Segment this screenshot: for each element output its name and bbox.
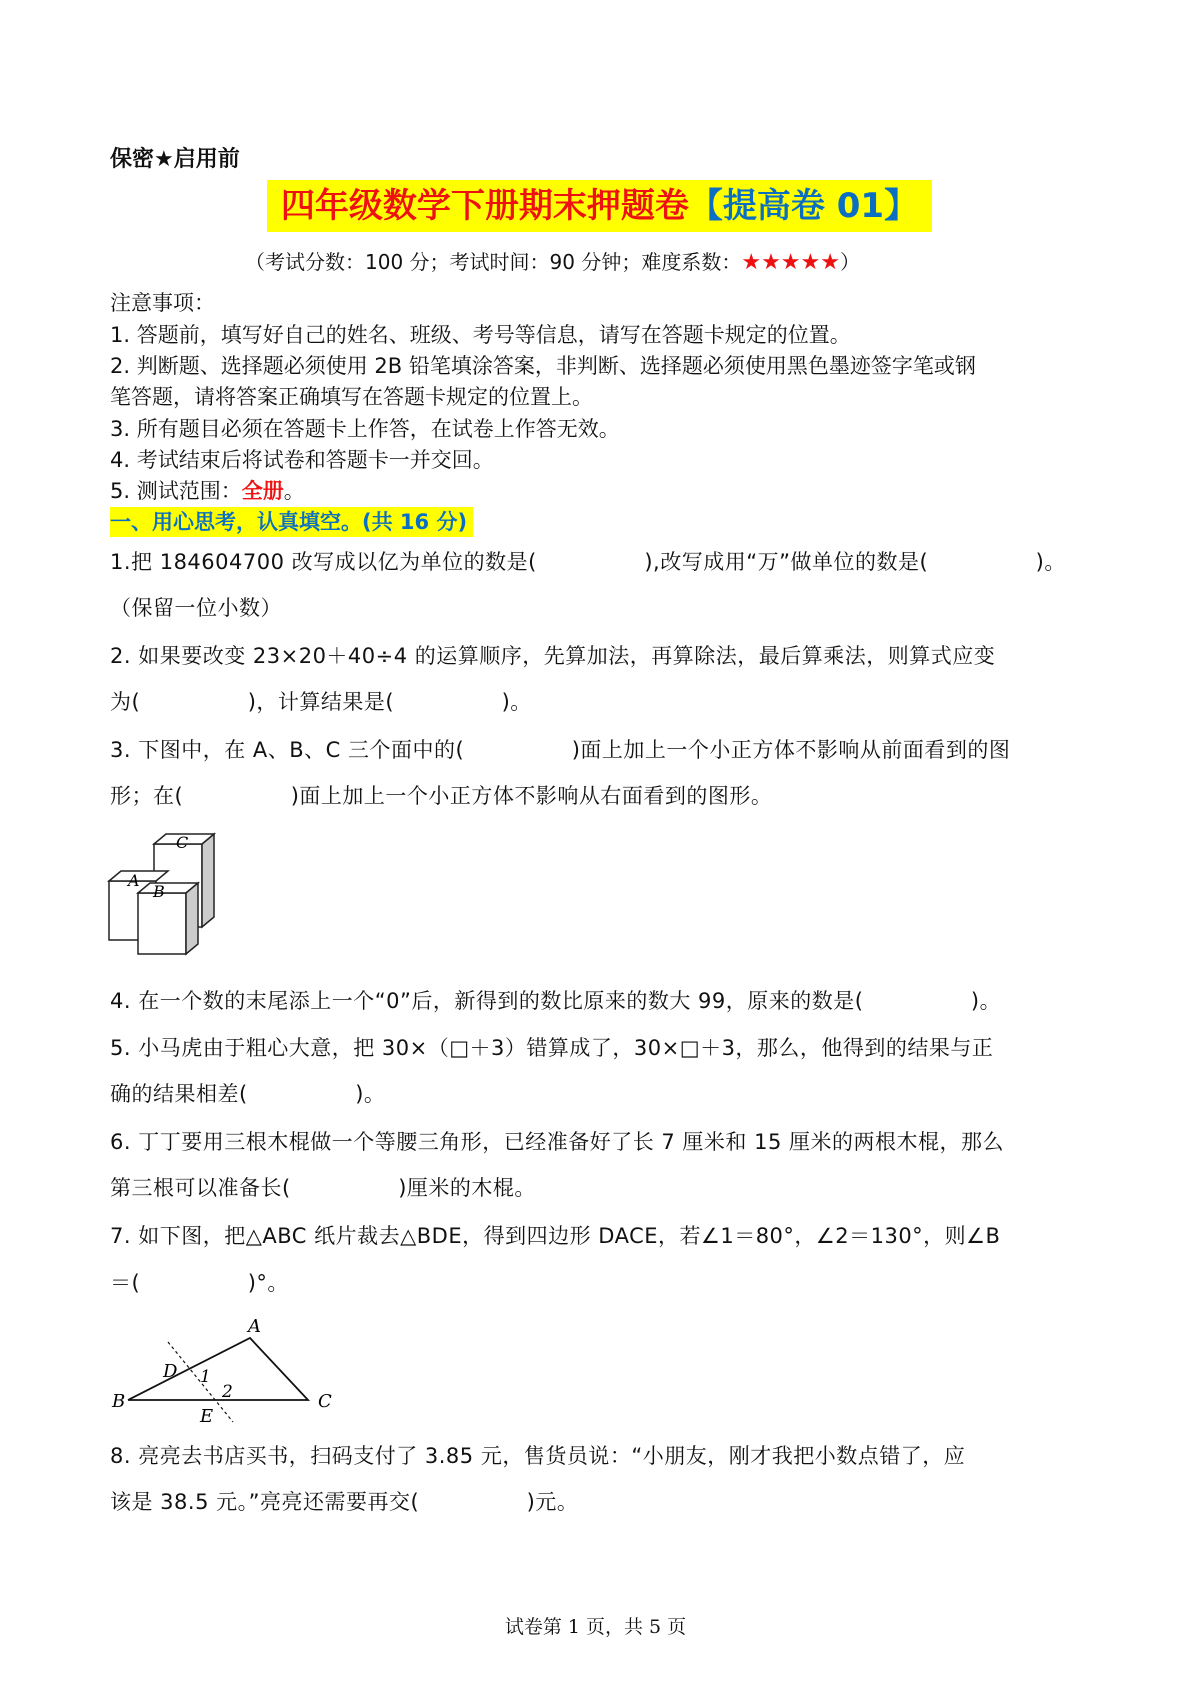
label-d: D (163, 1361, 178, 1382)
question-8: 8. 亮亮去书店买书，扫码支付了 3.85 元，售货员说：“小朋友，刚才我把小数点错了，应 (110, 1444, 966, 1468)
note-item: 3. 所有题目必须在答题卡上作答，在试卷上作答无效。 (110, 417, 620, 441)
page-footer: 试卷第 1 页，共 5 页 (504, 1616, 687, 1638)
question-2-cont: 为( )，计算结果是( )。 (110, 690, 532, 714)
question-7-cont: ＝( )°。 (110, 1271, 289, 1295)
question-2: 2. 如果要改变 23×20＋40÷4 的运算顺序，先算加法，再算除法，最后算乘法，则算式应变 (110, 644, 996, 668)
question-7: 7. 如下图，把△ABC 纸片裁去△BDE，得到四边形 DACE，若∠1＝80°，∠2＝130°，则∠B (110, 1224, 1001, 1248)
exam-info (245, 247, 860, 278)
label-e: E (200, 1406, 214, 1425)
notes-heading: 注意事项： (110, 291, 215, 315)
exam-title (267, 180, 932, 232)
question-3: 3. 下图中，在 A、B、C 三个面中的( )面上加上一个小正方体不影响从前面看到的图 (110, 738, 1011, 762)
question-5-cont: 确的结果相差( )。 (110, 1082, 386, 1106)
test-scope: 全册 (241, 479, 284, 503)
question-1-cont: （保留一位小数） (110, 596, 282, 620)
note-end: 。 (283, 479, 305, 503)
title-main: 四年级数学下册期末押题卷 (280, 186, 689, 226)
note-item: 1. 答题前，填写好自己的姓名、班级、考号等信息，请写在答题卡规定的位置。 (110, 323, 851, 347)
exam-info-text: （考试分数：100 分；考试时间：90 分钟；难度系数： (245, 250, 742, 274)
label-a: A (248, 1316, 261, 1337)
question-3-cont: 形；在( )面上加上一个小正方体不影响从右面看到的图形。 (110, 784, 773, 808)
label-c: C (176, 833, 189, 852)
angle-2: 2 (222, 1382, 233, 1402)
angle-1: 1 (200, 1367, 211, 1387)
question-8-cont: 该是 38.5 元。”亮亮还需要再交( )元。 (110, 1490, 579, 1514)
question-6-cont: 第三根可以准备长( )厘米的木棍。 (110, 1176, 536, 1200)
note-item: 4. 考试结束后将试卷和答题卡一并交回。 (110, 448, 494, 472)
triangle-figure (108, 1310, 348, 1425)
note-text: 5. 测试范围： (110, 479, 242, 503)
label-c: C (318, 1391, 332, 1412)
difficulty-stars: ★★★★★ (741, 250, 840, 275)
question-4: 4. 在一个数的末尾添上一个“0”后，新得到的数比原来的数大 99，原来的数是( )。 (110, 989, 1002, 1013)
question-5: 5. 小马虎由于粗心大意，把 30×（□＋3）错算成了，30×□＋3，那么，他得到的结果与正 (110, 1036, 994, 1060)
exam-info-close: ） (839, 250, 860, 274)
confidential-label: 保密★启用前 (110, 147, 240, 172)
title-tag: 【提高卷 01】 (688, 186, 919, 226)
note-item: 2. 判断题、选择题必须使用 2B 铅笔填涂答案，非判断、选择题必须使用黑色墨迹签字笔或钢 (110, 354, 976, 378)
section-heading: 一、用心思考，认真填空。(共 16 分) (110, 507, 473, 537)
label-a: A (128, 871, 140, 890)
note-item: 笔答题，请将答案正确填写在答题卡规定的位置上。 (110, 385, 593, 409)
label-b: B (112, 1391, 126, 1412)
cubes-figure (106, 832, 236, 967)
question-1: 1.把 184604700 改写成以亿为单位的数是( ),改写成用“万”做单位的数是( )。 (110, 550, 1066, 574)
label-b: B (153, 882, 165, 901)
note-item (110, 476, 305, 506)
question-6: 6. 丁丁要用三根木棍做一个等腰三角形，已经准备好了长 7 厘米和 15 厘米的两根木棍，那么 (110, 1130, 1004, 1154)
